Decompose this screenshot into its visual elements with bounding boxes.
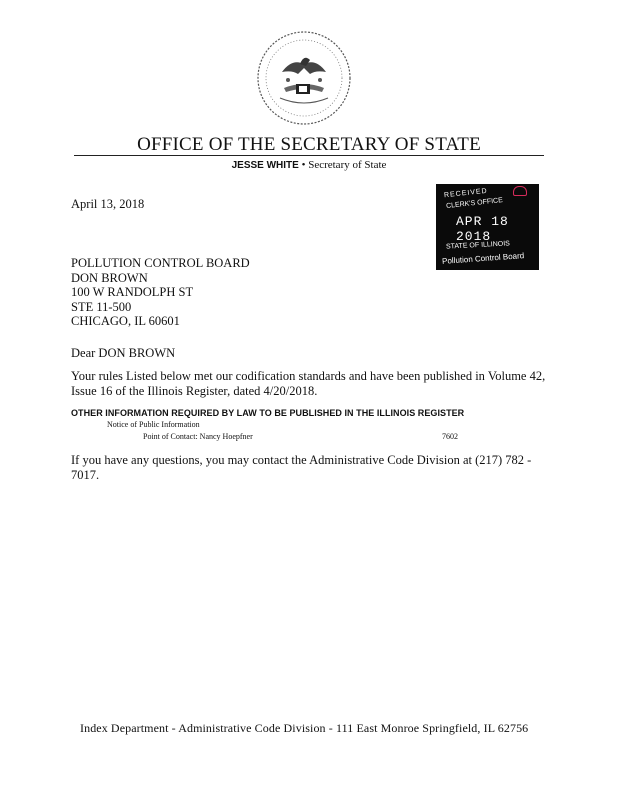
subtitle-separator: •: [301, 159, 309, 171]
questions-paragraph: If you have any questions, you may contact the Administrative Code Division at (217) 782 - 7017.: [71, 453, 532, 482]
stamp-clerks-office: CLERK'S OFFICE: [445, 197, 504, 210]
address-line: DON BROWN: [71, 270, 148, 285]
letterhead-subtitle: [0, 159, 618, 171]
stamp-state: STATE OF ILLINOIS: [445, 240, 511, 251]
office-title: OFFICE OF THE SECRETARY OF STATE: [137, 134, 481, 155]
secretary-role: Secretary of State: [308, 159, 387, 171]
state-seal-icon: [254, 28, 354, 128]
body-paragraph: Your rules Listed below met our codification standards and have been published in Volume 42, Issue 16 of the Illinois Register, dated 4/20/2018.: [71, 369, 546, 398]
rule-category: Notice of Public Information: [107, 420, 200, 429]
address-line: CHICAGO, IL 60601: [71, 314, 180, 328]
stamp-received: RECEIVED: [443, 187, 489, 200]
stamp-board: Pollution Control Board: [441, 251, 525, 266]
contact-number: 7602: [442, 432, 458, 441]
salutation: Dear DON BROWN: [71, 346, 176, 360]
secretary-name: JESSE WHITE: [231, 160, 299, 171]
received-stamp: [436, 184, 539, 270]
footer-address: Index Department - Administrative Code Division - 111 East Monroe Springfield, IL 62756: [80, 721, 529, 735]
address-line: POLLUTION CONTROL BOARD: [71, 256, 250, 270]
title-divider: [74, 155, 544, 156]
stamp-date: APR 18 2018: [456, 214, 509, 244]
point-of-contact: Point of Contact: Nancy Hoepfner: [143, 432, 253, 441]
recipient-address: [71, 256, 250, 329]
letter-date: April 13, 2018: [71, 197, 145, 211]
address-line: 100 W RANDOLPH ST: [71, 285, 194, 299]
section-heading: OTHER INFORMATION REQUIRED BY LAW TO BE PUBLISHED IN THE ILLINOIS REGISTER: [71, 408, 465, 418]
address-line: STE 11-500: [71, 299, 132, 314]
red-ink-mark: [513, 186, 527, 196]
